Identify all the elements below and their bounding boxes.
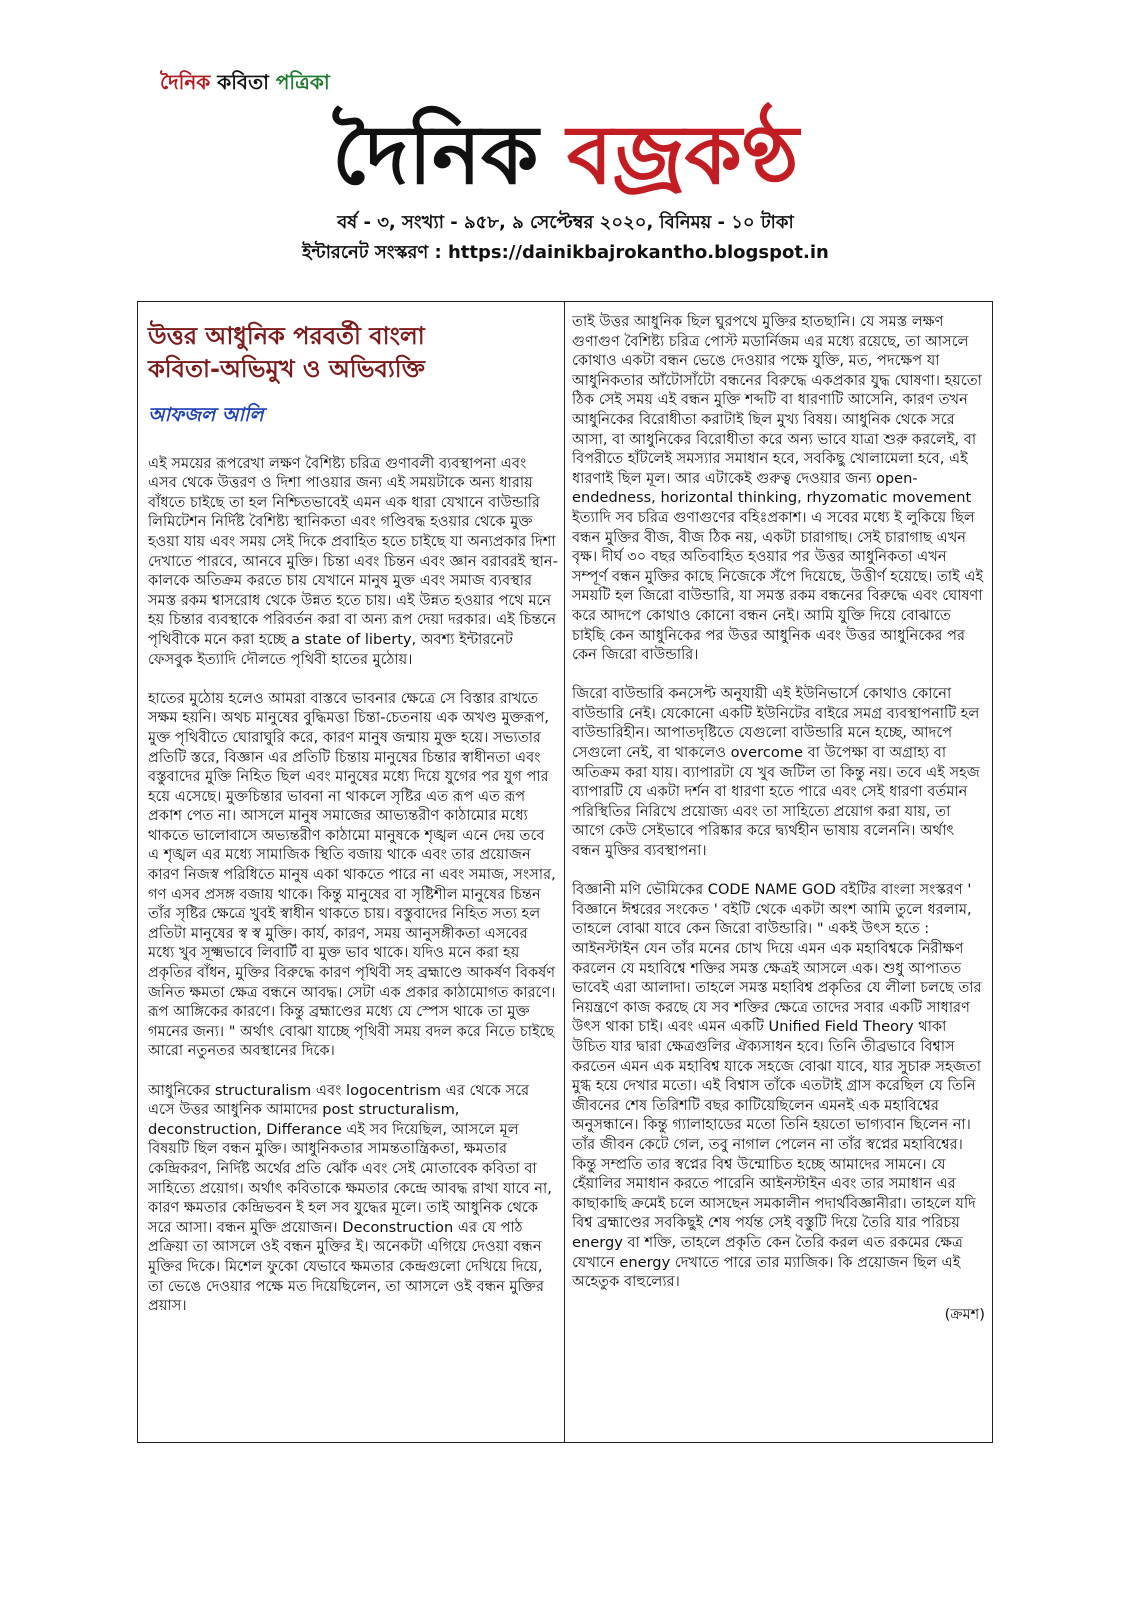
right-paragraph-3: বিজ্ঞানী মণি ভৌমিকের CODE NAME GOD বইটির বাংলা সংস্করণ ' বিজ্ঞানে ঈশ্বরের সংকেত ' বইটি থেকে একটা অংশ আমি তুলে ধরলাম, তাহলে বোঝা যাবে কেন জিরো বাউন্ডারি। " একই উৎস হতে : আইনস্টাইন যেন তাঁর মনের চোখ দিয়ে এমন এক মহাবিশ্বকে নিরীক্ষণ করলেন যে মহাবিশ্বে শক্তির সমস্ত ক্ষেত্রই আসলে এক। শুধু আপাতত ভাবেই এরা আলাদা। তাহলে সমস্ত মহাবিশ্ব প্রকৃতির যে লীলা চলছে তার নিয়ন্ত্রণে কাজ করছে যে সব শক্তির ক্ষেত্রে তাদের সবার একটি সাধারণ উৎস থাকা চাই। এবং এমন একটি Unified Field Theory থাকা উচিত যার দ্বারা ক্ষেত্রগুলির ঐক্যসাধন হবে। তিনি তীব্রভাবে বিশ্বাস করতেন এমন এক মহাবিশ্ব যাকে সহজে বোঝা যাবে, যার সুচারু সহজতা মুগ্ধ হয়ে দেখার মতো। এই বিশ্বাস তাঁকে এতটাই গ্রাস করেছিল যে তিনি জীবনের শেষ তিরিশটি বছর কাটিয়েছিলেন এমনই এক মহাবিশ্বের অনুসন্ধানে। কিন্তু গ্যালাহাডের মতো তিনি হয়তো ভাগ্যবান ছিলেন না। তাঁর জীবন কেটে গেল, তবু নাগাল পেলেন না তাঁর স্বপ্নের মহাবিশ্বের। কিন্তু সম্প্রতি তার স্বপ্নের বিশ্ব উন্মোচিত হচ্ছে আমাদের সামনে। যে হেঁয়ালির সমাধান করতে পারেনি আইনস্টাইন এবং তার সমাধান এর কাছাকাছি ক্রমেই চলে আসছেন সমকালীন পদার্থবিজ্ঞানীরা। তাহলে যদি বিশ্ব ব্রহ্মাণ্ডের সবকিছুই শেষ পর্যন্ত সেই বস্তুটি দিয়ে তৈরি যার পরিচয় energy বা শক্তি, তাহলে প্রকৃতি কেন তৈরি করল এত রকমের ক্ষেত্র যেখানে energy দেখাতে পারে তার ম্যাজিক। কি প্রয়োজন ছিল এই অহেতুক বাহুল্যের।	[572, 881, 982, 1291]
masthead-logo	[0, 100, 1131, 211]
tagline-word-2: কবিতা	[217, 70, 269, 94]
issue-line: বর্ষ - ৩, সংখ্যা - ৯৫৮, ৯ সেপ্টেম্বর ২০২০, বিনিময় - ১০ টাকা	[337, 212, 794, 233]
left-paragraph-1: এই সময়ের রূপরেখা লক্ষণ বৈশিষ্ট্য চরিত্র গুণাবলী ব্যবস্থাপনা এবং এসব থেকে উত্তরণ ও দিশা পাওয়ার জন্য এই সময়টাকে অন্য ধারায় বাঁধতে চাইছে তা হল নিশ্চিতভাবেই এমন এক ধারা যেখানে বাউন্ডারি লিমিটেশন নির্দিষ্ট বৈশিষ্ট্য স্থানিকতা এবং গণ্ডিবদ্ধ হওয়ার থেকে মুক্ত হওয়া যায় এবং সময় সেই দিকে প্রবাহিত হতে চাইছে যা অন্যপ্রকার দিশা দেখাতে পারবে, আনবে মুক্তি। চিন্তা এবং চিন্তন এবং জ্ঞান বরাবরই স্থান-কালকে অতিক্রম করতে চায় যেখানে মানুষ মুক্ত এবং সমাজ ব্যবস্থার সমস্ত রকম শ্বাসরোধ থেকে উন্নত হতে চায়। এই উন্নত হওয়ার পথে মনে হয় চিন্তার ব্যবস্থাকে পরিবর্তন করা বা অন্য রূপ দেয়া দরকার। এই চিন্তনে পৃথিবীকে মনে করা হচ্ছে a state of liberty, অবশ্য ইন্টারনেট ফেসবুক ইত্যাদি দৌলতে পৃথিবী হাতের মুঠোয়।	[148, 454, 558, 668]
article-right-column	[572, 312, 985, 1325]
masthead-word-2: বজ্রকণ্ঠ	[566, 107, 799, 203]
article-left-column	[148, 312, 558, 1335]
masthead-word-1: দৈনিক	[332, 107, 539, 203]
article-title-line-1: উত্তর আধুনিক পরবর্তী বাংলা	[148, 322, 425, 350]
right-paragraph-2: জিরো বাউন্ডারি কনসেপ্ট অনুযায়ী এই ইউনিভার্সে কোথাও কোনো বাউন্ডারি নেই। যেকোনো একটি ইউনিটের বাইরে সমগ্র ব্যবস্থাপনাটি হল বাউন্ডারিহীন। আপাতদৃষ্টিতে যেগুলো বাউন্ডারি মনে হচ্ছে, আদপে সেগুলো নেই, বা থাকলেও overcome বা উপেক্ষা বা অগ্রাহ্য বা অতিক্রম করা যায়। ব্যাপারটা যে খুব জটিল তা কিন্তু নয়। তবে এই সহজ ব্যাপারটি যে একটা দর্শন বা ধারণা হতে পারে এবং সেই ধারণা বর্তমান পরিস্থিতির নিরিখে প্রয়োজ্য এবং তা সাহিত্যে প্রয়োগ করা যায়, তা আগে কেউ সেইভাবে পরিষ্কার করে দ্ব্যর্থহীন ভাষায় বলেননি। অর্থাৎ বন্ধন মুক্তির ব্যবস্থাপনা।	[572, 685, 980, 860]
left-paragraph-3: আধুনিকের structuralism এবং logocentrism এর থেকে সরে এসে উত্তর আধুনিক আমাদের post structuralism, deconstruction, Differance এই সব দিয়েছিল, আসলে মূল বিষয়টি ছিল বন্ধন মুক্তি। আধুনিকতার সামন্ততান্ত্রিকতা, ক্ষমতার কেন্দ্রিকরণ, নির্দিষ্ট অর্থের প্রতি ঝোঁক এবং সেই মোতাবেক কবিতা বা সাহিত্যে প্রয়োগ। অর্থাৎ কবিতাকে ক্ষমতার কেন্দ্রে আবদ্ধ রাখা যাবে না, কারণ ক্ষমতার কেন্দ্রিভবন ই হল সব যুদ্ধের মূলে। তাই আধুনিক থেকে সরে আসা। বন্ধন মুক্তি প্রয়োজন। Deconstruction এর যে পাঠ প্রক্রিয়া তা আসলে ওই বন্ধন মুক্তির ই। অনেকটা এগিয়ে দেওয়া বন্ধন মুক্তির দিকে। মিশেল ফুকো যেভাবে ক্ষমতার কেন্দ্রগুলো দেখিয়ে দিয়ে, তা ভেঙে দেওয়ার পক্ষে মত দিয়েছিলেন, তা আসলে ওই বন্ধন মুক্তির প্রয়াস।	[148, 1081, 552, 1315]
article-title-line-2: কবিতা-অভিমুখ ও অভিব্যক্তি	[148, 355, 425, 383]
tagline	[160, 68, 330, 101]
article-title	[148, 320, 558, 386]
column-divider	[564, 301, 565, 1443]
tagline-word-1: দৈনিক	[160, 70, 211, 94]
continued-marker: (ক্রমশ)	[944, 1306, 985, 1324]
right-paragraph-1: তাই উত্তর আধুনিক ছিল ঘুরপথে মুক্তির হাতছানি। যে সমস্ত লক্ষণ গুণাগুণ বৈশিষ্ট্য চরিত্র পোস্ট মডার্নিজম এর মধ্যে রয়েছে, তা আসলে কোথাও একটা বন্ধন ভেঙে দেওয়ার পক্ষে যুক্তি, মত, পদক্ষেপ যা আধুনিকতার আঁটোসাঁটো বন্ধনের বিরুদ্ধে একপ্রকার যুদ্ধ ঘোষণা। হয়তো ঠিক সেই সময় এই বন্ধন মুক্তি শব্দটি বা ধারণাটি আসেনি, কারণ তখন আধুনিকের বিরোধীতা করাটাই ছিল মুখ্য বিষয়। আধুনিক থেকে সরে আসা, বা আধুনিকের বিরোধীতা করে অন্য ভাবে যাত্রা শুরু করলেই, বা বিপরীতে হাঁটলেই সমস্যার সমাধান হবে, সবকিছু খোলামেলা হবে, এই ধারণাই ছিল মূল। আর এটাকেই গুরুত্ব দেওয়ার জন্য open-endedness, horizontal thinking, rhyzomatic movement ইত্যাদি সব চরিত্র গুণাগুণের বহিঃপ্রকাশ। এ সবের মধ্যে ই লুকিয়ে ছিল বন্ধন মুক্তির বীজ, বীজ ঠিক নয়, একটা চারাগাছ। সেই চারাগাছ এখন বৃক্ষ। দীর্ঘ ৩০ বছর অতিবাহিত হওয়ার পর উত্তর আধুনিকতা এখন সম্পূর্ণ বন্ধন মুক্তির কাছে নিজেকে সঁপে দিয়েছে, উত্তীর্ণ হয়েছে। তাই এই সময়টি হল জিরো বাউন্ডারি, যা সমস্ত রকম বন্ধনের বিরুদ্ধে এবং ঘোষণা করে আদপে কোথাও কোনো বন্ধন নেই। আমি যুক্তি দিয়ে বোঝাতে চাইছি কেন আধুনিকের পর উত্তর আধুনিক এবং উত্তর আধুনিকের পর কেন জিরো বাউন্ডারি।	[572, 313, 984, 664]
article-author: আফজল আলি	[148, 404, 264, 426]
online-edition-line: ইন্টারনেট সংস্করণ : https://dainikbajrokantho.blogspot.in	[302, 242, 829, 263]
tagline-word-3: পত্রিকা	[275, 70, 330, 94]
left-paragraph-2: হাতের মুঠোয় হলেও আমরা বাস্তবে ভাবনার ক্ষেত্রে সে বিস্তার রাখতে সক্ষম হয়নি। অথচ মানুষের বুদ্ধিমত্তা চিন্তা-চেতনায় এক অখণ্ড মুক্তরূপ, মুক্ত পৃথিবীতে ঘোরাঘুরি করে, কারণ মানুষ জন্মায় মুক্ত হয়ে। সভ্যতার প্রতিটি স্তরে, বিজ্ঞান এর প্রতিটি চিন্তায় মানুষের চিন্তার স্বাধীনতা এবং বস্তুবাদের মুক্তি নিহিত ছিল এবং মানুষের মধ্যে দিয়ে যুগের পর যুগ পার হয়ে এসেছে। মুক্তচিন্তার ভাবনা না থাকলে সৃষ্টির এত রূপ এত রূপ প্রকাশ পেত না। আসলে মানুষ সমাজের আভ্যন্তরীণ কাঠামোর মধ্যে থাকতে ভালোবাসে অভ্যন্তরীণ কাঠামো মানুষকে শৃঙ্খল এনে দেয় তবে এ শৃঙ্খল এর মধ্যে সামাজিক স্থিতি বজায় থাকে এবং তার প্রয়োজন কারণ নিজস্ব পরিধিতে মানুষ একা থাকতে পারে না এবং সমাজ, সংসার, গণ এসব প্রসঙ্গ বজায় থাকে। কিন্তু মানুষের বা সৃষ্টিশীল মানুষের চিন্তন তাঁর সৃষ্টির ক্ষেত্রে খুবই স্বাধীন থাকতে চায়। বস্তুবাদের নিহিত সত্য হল প্রতিটা মানুষের স্ব স্ব মুক্তি। কার্য, কারণ, সময় আনুসঙ্গীকতা এসবের মধ্যে খুব সূক্ষ্মভাবে লিবার্টি বা মুক্ত ভাব থাকে। যদিও মনে করা হয় প্রকৃতির বাঁধন, মুক্তির বিরুদ্ধে কারণ পৃথিবী সহ ব্রহ্মাণ্ডে আকর্ষণ বিকর্ষণ জনিত ক্ষমতা ক্ষেত্র বন্ধনে আবদ্ধ। সেটা এক প্রকার কাঠামোগত কারণে। রূপ আঙ্গিকের কারণে। কিন্তু ব্রহ্মাণ্ডের মধ্যে যে স্পেস থাকে তা মুক্ত গমনের জন্য। " অর্থাৎ বোঝা যাচ্ছে পৃথিবী সময় বদল করে নিতে চাইছে আরো নতুনতর অবস্থানের দিকে।	[148, 689, 556, 1060]
